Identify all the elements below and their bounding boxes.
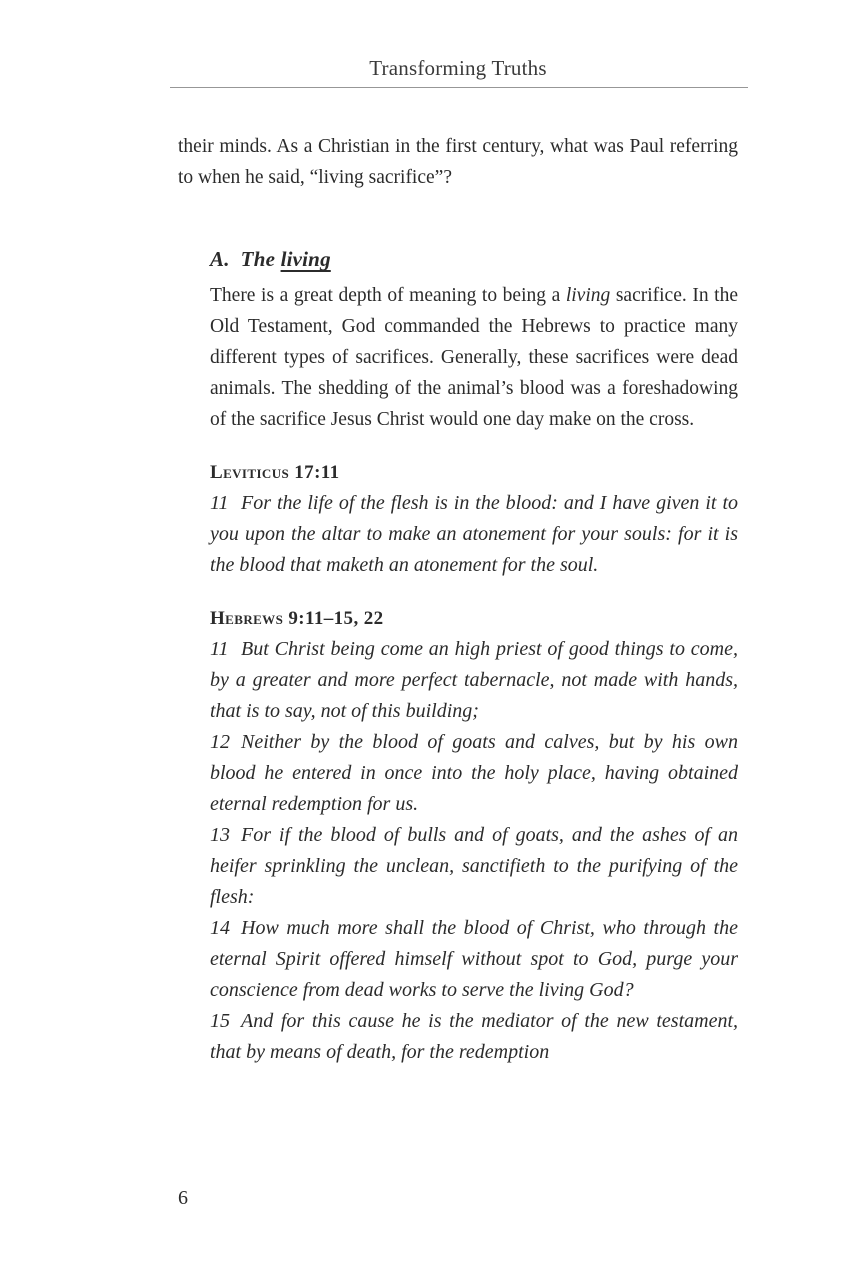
verse-text: How much more shall the blood of Christ, who through the eternal Spirit offered himself without spot to God, purge your conscience from dead works to serve the living God?: [210, 917, 738, 1001]
verse: [210, 488, 738, 581]
section-a-the-living: [210, 244, 738, 1068]
running-head-title: Transforming Truths: [369, 56, 547, 80]
paragraph-text-before: There is a great depth of meaning to being a: [210, 285, 566, 306]
paragraph-text-after: sacrifice. In the Old Testament, God commanded the Hebrews to practice many different types of sacrifices. Generally, these sacrifices were dead animals. The shedding of the animal’s blood was a foreshadowing of the sacrifice Jesus Christ would one day make on the cross.: [210, 285, 738, 430]
intro-paragraph: their minds. As a Christian in the first century, what was Paul referring to when he said, “living sacrifice”?: [178, 136, 738, 188]
verse-number: 14: [210, 917, 230, 939]
section-title-underlined: living: [280, 247, 331, 271]
verse-number: 13: [210, 824, 230, 846]
verse-text: And for this cause he is the mediator of the new testament, that by means of death, for the redemption: [210, 1010, 738, 1063]
text-column: [178, 56, 738, 1068]
verse-text: For if the blood of bulls and of goats, and the ashes of an heifer sprinkling the unclean, sanctifieth to the purifying of the flesh:: [210, 824, 738, 908]
verse-number: 15: [210, 1010, 230, 1032]
verse: [210, 1006, 738, 1068]
section-title: [241, 247, 331, 271]
section-paragraph: [210, 280, 738, 435]
section-title-plain: The: [240, 247, 281, 271]
section-label: A.: [210, 247, 230, 271]
paragraph-italic-word: living: [565, 285, 611, 306]
verse: [210, 820, 738, 913]
page-header: [178, 56, 738, 88]
verse-text: Neither by the blood of goats and calves, but by his own blood he entered in once into the holy place, having obtained eternal redemption for us.: [210, 731, 738, 815]
scripture-block-hebrews: [210, 603, 738, 1068]
verse: [210, 634, 738, 727]
scripture-heading: Leviticus 17:11: [210, 462, 340, 483]
verse: [210, 913, 738, 1006]
verse-text: But Christ being come an high priest of good things to come, by a greater and more perfect tabernacle, not made with hands, that is to say, not of this building;: [210, 638, 738, 722]
verse-number: 12: [210, 731, 230, 753]
verse-text: For the life of the flesh is in the blood: and I have given it to you upon the altar to make an atonement for your souls: for it is the blood that maketh an atonement for the soul.: [210, 492, 738, 576]
page-number: 6: [178, 1187, 188, 1209]
verse-number: 11: [210, 492, 229, 514]
verse-number: 11: [210, 638, 229, 660]
verse: [210, 727, 738, 820]
scripture-block-leviticus: [210, 457, 738, 581]
header-rule: [170, 87, 748, 88]
section-heading: [210, 244, 738, 275]
scripture-heading: Hebrews 9:11–15, 22: [210, 608, 384, 629]
